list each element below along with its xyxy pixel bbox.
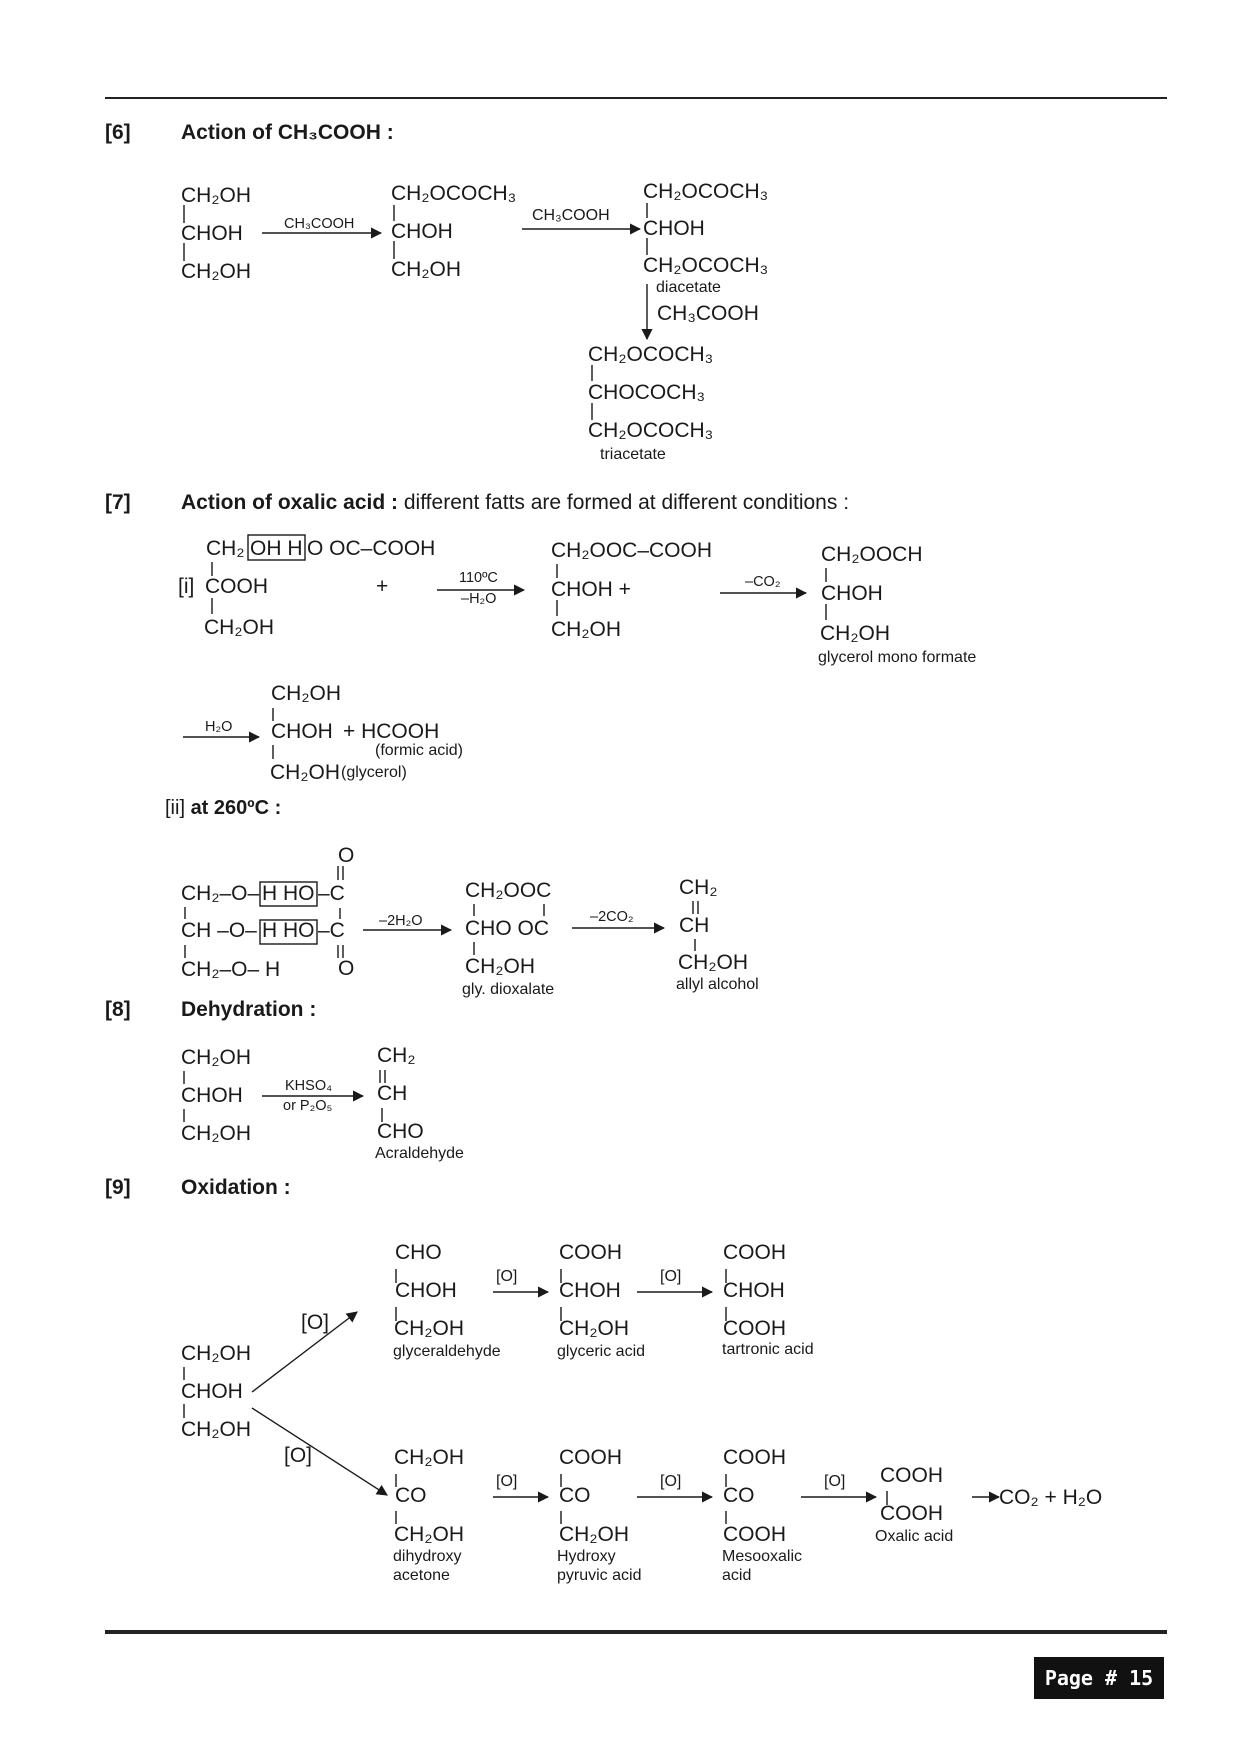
allyl-top: CH₂: [679, 876, 718, 899]
glycerol-ch2oh-bottom: CH₂OH: [181, 1122, 251, 1145]
section-6-title: Action of CH₃COOH :: [181, 121, 394, 144]
tartronic-label: tartronic acid: [722, 1341, 814, 1358]
carbonyl-carbon: –C: [318, 882, 345, 905]
dha-top: CH₂OH: [394, 1446, 464, 1469]
glycerol-ester-row2: CH –O–: [181, 919, 257, 942]
arrow-condition: –2H₂O: [379, 913, 423, 929]
page-number-badge: Page # 15: [1034, 1657, 1164, 1699]
arrow-reagent: or P₂O₅: [283, 1098, 333, 1114]
hpa-label-line2: pyruvic acid: [557, 1567, 642, 1584]
section-7-title: Action of oxalic acid : different fatts are formed at different conditions :: [181, 491, 850, 514]
glycerol-ch2oh-bottom: CH₂OH: [181, 260, 251, 283]
glycerol-choh: CHOH: [181, 1380, 243, 1403]
plus-sign: +: [376, 575, 389, 598]
diacetate-bottom: CH₂OCOCH₃: [643, 254, 769, 277]
final-products: CO₂ + H₂O: [999, 1486, 1103, 1509]
section-9-title: Oxidation :: [181, 1176, 291, 1199]
diacetate-top: CH₂OCOCH₃: [643, 180, 769, 203]
triacetate-top: CH₂OCOCH₃: [588, 343, 714, 366]
hydrolysis-top: CH₂OH: [271, 682, 341, 705]
dha-bottom: CH₂OH: [394, 1523, 464, 1546]
meso-top: COOH: [723, 1446, 786, 1469]
oxalic-acid-label: Oxalic acid: [875, 1528, 954, 1545]
glyceraldehyde-middle: CHOH: [395, 1279, 457, 1302]
glycerol-ester-row3: CH₂–O– H: [181, 958, 281, 981]
part-i-label: [i]: [178, 575, 195, 598]
section-8-number: [8]: [105, 998, 131, 1021]
oxidant-label: [O]: [660, 1268, 682, 1285]
tartronic-top: COOH: [723, 1241, 786, 1264]
monoacetate-top: CH₂OCOCH₃: [391, 182, 517, 205]
glycerol-ch2oh-bottom: CH₂OH: [181, 1418, 251, 1441]
tartronic-bottom: COOH: [723, 1317, 786, 1340]
dioxalate-label: gly. dioxalate: [462, 981, 555, 998]
eliminated-water-box: H HO: [262, 919, 315, 942]
glyceraldehyde-label: glyceraldehyde: [393, 1343, 501, 1360]
oxidant-label: [O]: [824, 1473, 846, 1490]
oxidant-label: [O]: [284, 1444, 313, 1467]
oxidant-label: [O]: [496, 1268, 518, 1285]
part-ii-heading: [ii] at 260ºC :: [165, 797, 282, 819]
reactant-ch2oh: CH₂OH: [204, 616, 274, 639]
meso-bottom: COOH: [723, 1523, 786, 1546]
arrow-reagent: CH₃COOH: [657, 302, 759, 325]
carbonyl-oxygen-top: O: [338, 844, 355, 867]
intermediate-bottom: CH₂OH: [551, 618, 621, 641]
formate-middle: CHOH: [821, 582, 883, 605]
hydrolysis-bottom: CH₂OH: [270, 761, 340, 784]
arrow-condition: –2CO₂: [590, 909, 634, 925]
allyl-bottom: CH₂OH: [678, 951, 748, 974]
glycerol-choh: CHOH: [181, 222, 243, 245]
arrow-reagent: KHSO₄: [285, 1078, 333, 1094]
diacetate-middle: CHOH: [643, 217, 705, 240]
intermediate-top: CH₂OOC–COOH: [551, 539, 712, 562]
glycerol-ch2oh-top: CH₂OH: [181, 184, 251, 207]
arrow-reagent: CH₃COOH: [532, 207, 610, 224]
dha-middle: CO: [395, 1484, 427, 1507]
arrow-reagent: CH₃COOH: [284, 216, 355, 232]
formic-acid: + HCOOH: [343, 720, 440, 743]
acraldehyde-label: Acraldehyde: [375, 1145, 464, 1162]
formate-bottom: CH₂OH: [820, 622, 890, 645]
glycerol-ch2oh-top: CH₂OH: [181, 1342, 251, 1365]
meso-label-line1: Mesooxalic: [722, 1548, 803, 1565]
glyceric-top: COOH: [559, 1241, 622, 1264]
triacetate-bottom: CH₂OCOCH₃: [588, 419, 714, 442]
diacetate-label: diacetate: [656, 279, 721, 296]
formic-acid-label: (formic acid): [375, 742, 464, 759]
oxidant-label: [O]: [660, 1473, 682, 1490]
acraldehyde-bottom: CHO: [377, 1120, 424, 1143]
hpa-bottom: CH₂OH: [559, 1523, 629, 1546]
acraldehyde-middle: CH: [377, 1082, 408, 1105]
allyl-label: allyl alcohol: [676, 976, 759, 993]
dha-label-line2: acetone: [393, 1567, 450, 1584]
dha-label-line1: dihydroxy: [393, 1548, 462, 1565]
carbonyl-oxygen-bottom: O: [338, 957, 355, 980]
hpa-middle: CO: [559, 1484, 591, 1507]
oxidant-label: [O]: [496, 1473, 518, 1490]
oxidant-label: [O]: [301, 1311, 330, 1334]
bottom-rule: [105, 1630, 1167, 1634]
intermediate-middle: CHOH +: [551, 578, 631, 601]
glyceraldehyde-bottom: CH₂OH: [394, 1317, 464, 1340]
monoacetate-bottom: CH₂OH: [391, 258, 461, 281]
glyceraldehyde-top: CHO: [395, 1241, 442, 1264]
formate-top: CH₂OOCH: [821, 543, 923, 566]
reactant-cooh: COOH: [205, 575, 268, 598]
allyl-middle: CH: [679, 914, 710, 937]
section-9-number: [9]: [105, 1176, 131, 1199]
dioxalate-top: CH₂OOC: [465, 879, 552, 902]
glyceric-label: glyceric acid: [557, 1343, 646, 1360]
section-8-title: Dehydration :: [181, 998, 317, 1021]
eliminated-water-box: H HO: [262, 882, 315, 905]
arrow-condition: –CO₂: [745, 574, 781, 590]
oxalic-acid-top: COOH: [880, 1464, 943, 1487]
triacetate-middle: CHOCOCH₃: [588, 381, 706, 404]
glycerol-ester-row1: CH₂–O–: [181, 882, 260, 905]
triacetate-label: triacetate: [600, 446, 666, 463]
carbonyl-carbon: –C: [318, 919, 345, 942]
section-7-number: [7]: [105, 491, 131, 514]
arrow-condition: –H₂O: [461, 591, 497, 607]
eliminated-water-box: OH H: [250, 537, 303, 560]
tartronic-middle: CHOH: [723, 1279, 785, 1302]
glycerol-choh: CHOH: [181, 1084, 243, 1107]
arrow-condition: H₂O: [205, 719, 233, 735]
glyceric-middle: CHOH: [559, 1279, 621, 1302]
glycerol-label: (glycerol): [341, 764, 407, 781]
reactant-ch2: CH₂: [206, 537, 245, 560]
arrow-condition: 110ºC: [459, 570, 498, 586]
section-6-number: [6]: [105, 121, 131, 144]
hpa-label-line1: Hydroxy: [557, 1548, 616, 1565]
dioxalate-bottom: CH₂OH: [465, 955, 535, 978]
monoacetate-middle: CHOH: [391, 220, 453, 243]
hydrolysis-middle: CHOH: [271, 720, 333, 743]
glycerol-ch2oh-top: CH₂OH: [181, 1046, 251, 1069]
glyceric-bottom: CH₂OH: [559, 1317, 629, 1340]
oxalic-acid-fragment: O OC–COOH: [307, 537, 436, 560]
hpa-top: COOH: [559, 1446, 622, 1469]
meso-label-line2: acid: [722, 1567, 752, 1584]
formate-label: glycerol mono formate: [818, 649, 977, 666]
acraldehyde-top: CH₂: [377, 1044, 416, 1067]
oxalic-acid-bottom: COOH: [880, 1502, 943, 1525]
meso-middle: CO: [723, 1484, 755, 1507]
dioxalate-middle: CHO OC: [465, 917, 549, 940]
